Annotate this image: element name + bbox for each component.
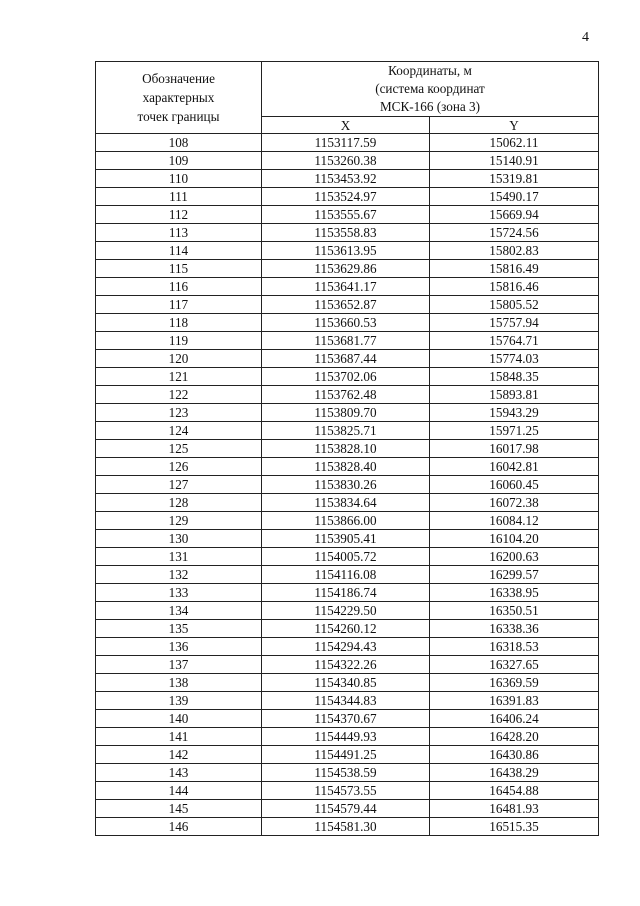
x-cell: 1153809.70 <box>262 404 430 422</box>
y-cell: 16338.36 <box>430 620 599 638</box>
y-cell: 16299.57 <box>430 566 599 584</box>
table-row <box>96 818 599 836</box>
x-cell: 1153702.06 <box>262 368 430 386</box>
x-cell: 1153629.86 <box>262 260 430 278</box>
x-cell: 1154344.83 <box>262 692 430 710</box>
table-row <box>96 638 599 656</box>
table-row <box>96 278 599 296</box>
point-cell: 131 <box>96 548 262 566</box>
table-row <box>96 764 599 782</box>
y-cell: 16350.51 <box>430 602 599 620</box>
x-cell: 1153762.48 <box>262 386 430 404</box>
table-row <box>96 368 599 386</box>
point-cell: 145 <box>96 800 262 818</box>
point-cell: 139 <box>96 692 262 710</box>
point-cell: 128 <box>96 494 262 512</box>
point-cell: 137 <box>96 656 262 674</box>
y-cell: 15669.94 <box>430 206 599 224</box>
x-cell: 1153866.00 <box>262 512 430 530</box>
point-cell: 114 <box>96 242 262 260</box>
table-row <box>96 332 599 350</box>
point-cell: 138 <box>96 674 262 692</box>
x-cell: 1153117.59 <box>262 134 430 152</box>
table-row <box>96 620 599 638</box>
header-point-line: характерных <box>142 90 215 105</box>
x-cell: 1153555.67 <box>262 206 430 224</box>
table-row <box>96 422 599 440</box>
table-row <box>96 782 599 800</box>
point-cell: 126 <box>96 458 262 476</box>
table-row <box>96 170 599 188</box>
point-cell: 110 <box>96 170 262 188</box>
y-cell: 15724.56 <box>430 224 599 242</box>
y-cell: 16200.63 <box>430 548 599 566</box>
table-row <box>96 458 599 476</box>
y-cell: 16481.93 <box>430 800 599 818</box>
x-cell: 1153825.71 <box>262 422 430 440</box>
table-row <box>96 494 599 512</box>
point-cell: 111 <box>96 188 262 206</box>
point-cell: 109 <box>96 152 262 170</box>
point-cell: 125 <box>96 440 262 458</box>
point-cell: 140 <box>96 710 262 728</box>
y-cell: 16327.65 <box>430 656 599 674</box>
point-cell: 120 <box>96 350 262 368</box>
x-cell: 1154340.85 <box>262 674 430 692</box>
table-row <box>96 674 599 692</box>
y-cell: 16060.45 <box>430 476 599 494</box>
x-cell: 1154579.44 <box>262 800 430 818</box>
point-cell: 117 <box>96 296 262 314</box>
x-cell: 1154229.50 <box>262 602 430 620</box>
y-cell: 15319.81 <box>430 170 599 188</box>
x-cell: 1153905.41 <box>262 530 430 548</box>
x-cell: 1154294.43 <box>262 638 430 656</box>
point-cell: 144 <box>96 782 262 800</box>
y-cell: 16369.59 <box>430 674 599 692</box>
header-coords-line: (система координат <box>375 81 485 96</box>
point-cell: 122 <box>96 386 262 404</box>
page-number: 4 <box>582 30 589 45</box>
x-cell: 1153828.10 <box>262 440 430 458</box>
y-cell: 15757.94 <box>430 314 599 332</box>
y-cell: 15764.71 <box>430 332 599 350</box>
header-coords-line: Координаты, м <box>388 63 472 78</box>
x-cell: 1154005.72 <box>262 548 430 566</box>
table-row <box>96 656 599 674</box>
x-cell: 1153828.40 <box>262 458 430 476</box>
x-cell: 1154581.30 <box>262 818 430 836</box>
point-cell: 136 <box>96 638 262 656</box>
y-cell: 15805.52 <box>430 296 599 314</box>
header-y: Y <box>430 117 599 134</box>
y-cell: 16515.35 <box>430 818 599 836</box>
point-cell: 129 <box>96 512 262 530</box>
point-cell: 141 <box>96 728 262 746</box>
point-cell: 134 <box>96 602 262 620</box>
x-cell: 1153613.95 <box>262 242 430 260</box>
y-cell: 16104.20 <box>430 530 599 548</box>
x-cell: 1153687.44 <box>262 350 430 368</box>
y-cell: 16430.86 <box>430 746 599 764</box>
y-cell: 15774.03 <box>430 350 599 368</box>
table-row <box>96 242 599 260</box>
table-row <box>96 188 599 206</box>
x-cell: 1153652.87 <box>262 296 430 314</box>
x-cell: 1154260.12 <box>262 620 430 638</box>
x-cell: 1153524.97 <box>262 188 430 206</box>
point-cell: 133 <box>96 584 262 602</box>
point-cell: 123 <box>96 404 262 422</box>
y-cell: 16338.95 <box>430 584 599 602</box>
header-coords-line: МСК-166 (зона 3) <box>379 99 481 114</box>
table-row <box>96 512 599 530</box>
point-cell: 121 <box>96 368 262 386</box>
x-cell: 1153453.92 <box>262 170 430 188</box>
x-cell: 1153660.53 <box>262 314 430 332</box>
table-row <box>96 692 599 710</box>
table-row <box>96 260 599 278</box>
header-x: X <box>262 117 430 134</box>
x-cell: 1154573.55 <box>262 782 430 800</box>
table-row <box>96 602 599 620</box>
y-cell: 15062.11 <box>430 134 599 152</box>
y-cell: 16406.24 <box>430 710 599 728</box>
y-cell: 16391.83 <box>430 692 599 710</box>
x-cell: 1153681.77 <box>262 332 430 350</box>
x-cell: 1153260.38 <box>262 152 430 170</box>
header-coordinates <box>262 62 599 117</box>
table-row <box>96 746 599 764</box>
point-cell: 124 <box>96 422 262 440</box>
x-cell: 1154491.25 <box>262 746 430 764</box>
y-cell: 16454.88 <box>430 782 599 800</box>
table-row <box>96 152 599 170</box>
point-cell: 146 <box>96 818 262 836</box>
y-cell: 15848.35 <box>430 368 599 386</box>
table-row <box>96 350 599 368</box>
x-cell: 1153641.17 <box>262 278 430 296</box>
table-row <box>96 440 599 458</box>
x-cell: 1154370.67 <box>262 710 430 728</box>
y-cell: 15943.29 <box>430 404 599 422</box>
x-cell: 1154449.93 <box>262 728 430 746</box>
y-cell: 15802.83 <box>430 242 599 260</box>
table-row <box>96 134 599 152</box>
point-cell: 135 <box>96 620 262 638</box>
y-cell: 16017.98 <box>430 440 599 458</box>
table-row <box>96 584 599 602</box>
point-cell: 132 <box>96 566 262 584</box>
x-cell: 1154538.59 <box>262 764 430 782</box>
x-cell: 1153558.83 <box>262 224 430 242</box>
y-cell: 15816.49 <box>430 260 599 278</box>
table-row <box>96 530 599 548</box>
point-cell: 142 <box>96 746 262 764</box>
y-cell: 16428.20 <box>430 728 599 746</box>
y-cell: 15971.25 <box>430 422 599 440</box>
x-cell: 1154322.26 <box>262 656 430 674</box>
table-row <box>96 206 599 224</box>
header-point-line: Обозначение <box>142 71 215 86</box>
point-cell: 115 <box>96 260 262 278</box>
point-cell: 113 <box>96 224 262 242</box>
table-row <box>96 296 599 314</box>
point-cell: 118 <box>96 314 262 332</box>
table-row <box>96 710 599 728</box>
y-cell: 15140.91 <box>430 152 599 170</box>
y-cell: 15893.81 <box>430 386 599 404</box>
table-body <box>96 134 599 836</box>
x-cell: 1154186.74 <box>262 584 430 602</box>
point-cell: 130 <box>96 530 262 548</box>
point-cell: 108 <box>96 134 262 152</box>
point-cell: 127 <box>96 476 262 494</box>
table-row <box>96 224 599 242</box>
table-header <box>96 62 599 134</box>
y-cell: 16072.38 <box>430 494 599 512</box>
table-row <box>96 314 599 332</box>
table-row <box>96 566 599 584</box>
table-row <box>96 548 599 566</box>
point-cell: 143 <box>96 764 262 782</box>
table-row <box>96 404 599 422</box>
y-cell: 16318.53 <box>430 638 599 656</box>
y-cell: 16042.81 <box>430 458 599 476</box>
y-cell: 16084.12 <box>430 512 599 530</box>
x-cell: 1153830.26 <box>262 476 430 494</box>
table-row <box>96 800 599 818</box>
y-cell: 15490.17 <box>430 188 599 206</box>
table-row <box>96 476 599 494</box>
point-cell: 119 <box>96 332 262 350</box>
table-row <box>96 728 599 746</box>
coordinates-table <box>95 61 599 836</box>
table-row <box>96 386 599 404</box>
header-point-designation <box>96 62 262 134</box>
header-point-line: точек границы <box>137 109 220 124</box>
x-cell: 1154116.08 <box>262 566 430 584</box>
point-cell: 112 <box>96 206 262 224</box>
y-cell: 15816.46 <box>430 278 599 296</box>
point-cell: 116 <box>96 278 262 296</box>
y-cell: 16438.29 <box>430 764 599 782</box>
x-cell: 1153834.64 <box>262 494 430 512</box>
